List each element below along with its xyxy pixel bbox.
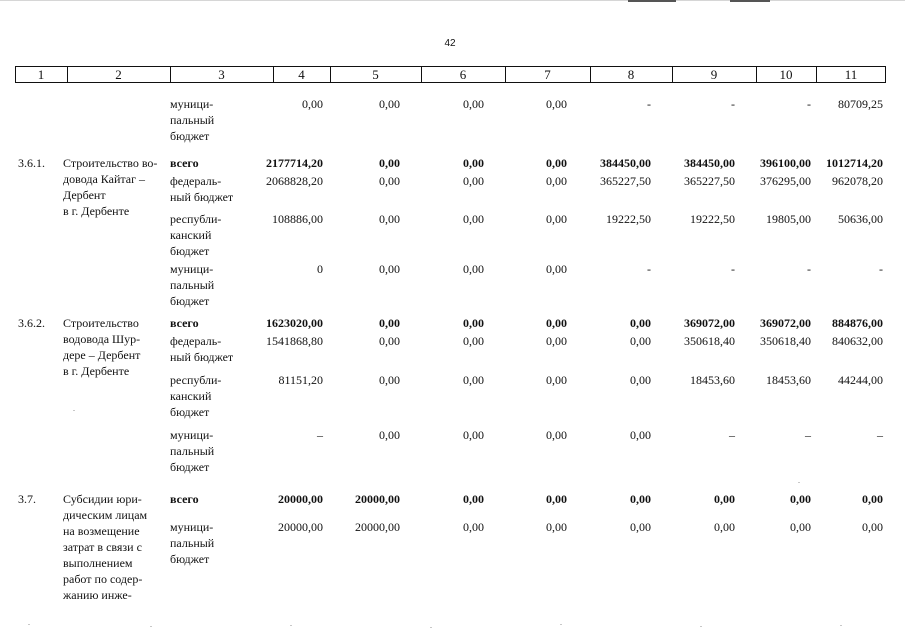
value-cell-col-5: 0,00 [379,174,400,188]
value-cell-col-5: 0,00 [379,334,400,348]
value-cell-col-11: 840632,00 [832,334,883,348]
value-cell-col-6: 0,00 [463,492,484,506]
value-cell-col-8: - [647,97,651,111]
value-cell-col-9: 18453,60 [690,373,735,387]
budget-source: муници- пальный бюджет [170,428,215,474]
item-name: Субсидии юри- дическим лицам на возмещение затрат в связи с выполнением работ по содер- жанию инже- [63,492,148,602]
value-cell-col-10: 18453,60 [766,373,811,387]
budget-source: федераль- ный бюджет [170,174,234,204]
header-column-6: 6 [459,67,467,82]
value-cell-col-4: 81151,20 [278,373,323,387]
header-column-7: 7 [544,67,551,82]
value-cell-col-7: 0,00 [546,262,567,276]
value-cell-col-5: 0,00 [379,262,400,276]
header-column-10: 10 [779,67,793,82]
value-cell-col-10: 0,00 [790,492,811,506]
value-cell-col-9: 365227,50 [684,174,735,188]
value-cell-col-8: 0,00 [630,492,651,506]
value-cell-col-7: 0,00 [546,156,567,170]
header-column-9: 9 [710,67,718,82]
value-cell-col-11: 0,00 [862,520,883,534]
value-cell-col-11: 0,00 [862,492,883,506]
value-cell-col-8: 0,00 [630,520,651,534]
header-column-1: 1 [37,67,45,82]
value-cell-col-9: - [731,97,735,111]
budget-source: муници- пальный бюджет [170,262,215,308]
budget-source: всего [170,492,199,506]
value-cell-col-8: 0,00 [630,428,651,442]
value-cell-col-6: 0,00 [463,212,484,226]
value-cell-col-10: 350618,40 [760,334,811,348]
value-cell-col-6: 0,00 [463,316,484,330]
item-name: Строительство водовода Шур- дере – Дербент в г. Дербенте [63,316,141,378]
value-cell-col-9: 369072,00 [684,316,735,330]
value-cell-col-11: 44244,00 [838,373,883,387]
budget-source: всего [170,316,199,330]
value-cell-col-6: 0,00 [463,373,484,387]
value-cell-col-4: 0,00 [302,97,323,111]
value-cell-col-8: 365227,50 [600,174,651,188]
header-column-5: 5 [372,67,379,82]
value-cell-col-8: 0,00 [630,334,651,348]
item-name: Строительство во- довода Кайтаг – Дербент в г. Дербенте [63,156,158,218]
value-cell-col-11: 80709,25 [838,97,883,111]
value-cell-col-10: 0,00 [790,520,811,534]
value-cell-col-5: 0,00 [379,156,400,170]
budget-source: муници- пальный бюджет [170,97,215,143]
value-cell-col-9: 384450,00 [684,156,735,170]
scan-speck [560,624,562,625]
value-cell-col-11: 50636,00 [838,212,883,226]
value-cell-col-9: 0,00 [714,492,735,506]
value-cell-col-11: – [877,428,883,442]
row-number: 3.7. [18,492,36,506]
value-cell-col-7: 0,00 [546,316,567,330]
scan-speck [28,624,30,625]
value-cell-col-6: 0,00 [463,428,484,442]
value-cell-col-10: 19805,00 [766,212,811,226]
scan-speck [700,626,702,627]
value-cell-col-10: 376295,00 [760,174,811,188]
value-cell-col-9: – [729,428,735,442]
value-cell-col-4: 20000,00 [278,492,323,506]
budget-source: республи- канский бюджет [170,373,222,419]
value-cell-col-6: 0,00 [463,97,484,111]
scan-speck [840,625,842,626]
value-cell-col-6: 0,00 [463,174,484,188]
value-cell-col-4: 108886,00 [272,212,323,226]
value-cell-col-4: 2177714,20 [266,156,323,170]
value-cell-col-5: 0,00 [379,373,400,387]
value-cell-col-4: 20000,00 [278,520,323,534]
scan-speck [798,482,800,483]
value-cell-col-9: 350618,40 [684,334,735,348]
value-cell-col-4: 1623020,00 [266,316,323,330]
value-cell-col-8: 0,00 [630,373,651,387]
value-cell-col-10: - [807,262,811,276]
value-cell-col-11: 962078,20 [832,174,883,188]
value-cell-col-8: - [647,262,651,276]
header-column-3: 3 [218,67,225,82]
value-cell-col-9: 19222,50 [690,212,735,226]
value-cell-col-10: – [805,428,811,442]
value-cell-col-9: 0,00 [714,520,735,534]
top-edge-mark [628,0,676,2]
value-cell-col-5: 0,00 [379,97,400,111]
value-cell-col-7: 0,00 [546,174,567,188]
value-cell-col-4: – [317,428,323,442]
value-cell-col-5: 0,00 [379,316,400,330]
page-number: 42 [444,38,456,49]
value-cell-col-6: 0,00 [463,334,484,348]
value-cell-col-7: 0,00 [546,520,567,534]
scan-speck [430,627,432,628]
value-cell-col-6: 0,00 [463,156,484,170]
value-cell-col-8: 0,00 [630,316,651,330]
value-cell-col-6: 0,00 [463,262,484,276]
value-cell-col-10: 396100,00 [760,156,811,170]
value-cell-col-5: 0,00 [379,428,400,442]
budget-source: всего [170,156,199,170]
value-cell-col-7: 0,00 [546,373,567,387]
row-number: 3.6.1. [18,156,45,170]
value-cell-col-8: 19222,50 [606,212,651,226]
value-cell-col-7: 0,00 [546,428,567,442]
value-cell-col-7: 0,00 [546,97,567,111]
value-cell-col-7: 0,00 [546,334,567,348]
header-column-4: 4 [298,67,305,82]
header-column-8: 8 [627,67,635,82]
scan-speck [73,410,75,411]
value-cell-col-4: 1541868,80 [266,334,323,348]
table-header-row [15,66,886,83]
header-column-11: 11 [844,67,858,82]
value-cell-col-4: 0 [317,262,323,276]
top-edge-mark [730,0,770,2]
value-cell-col-5: 20000,00 [355,520,400,534]
scan-speck [290,625,292,626]
value-cell-col-11: 1012714,20 [826,156,883,170]
value-cell-col-11: 884876,00 [832,316,883,330]
value-cell-col-8: 384450,00 [600,156,651,170]
value-cell-col-5: 0,00 [379,212,400,226]
budget-source: республи- канский бюджет [170,212,222,258]
budget-source: муници- пальный бюджет [170,520,215,566]
value-cell-col-11: - [879,262,883,276]
value-cell-col-7: 0,00 [546,212,567,226]
scan-speck [150,626,152,627]
row-number: 3.6.2. [18,316,45,330]
value-cell-col-9: - [731,262,735,276]
value-cell-col-10: 369072,00 [760,316,811,330]
budget-source: федераль- ный бюджет [170,334,234,364]
header-column-2: 2 [115,67,122,82]
value-cell-col-4: 2068828,20 [266,174,323,188]
value-cell-col-5: 20000,00 [355,492,400,506]
value-cell-col-7: 0,00 [546,492,567,506]
value-cell-col-6: 0,00 [463,520,484,534]
value-cell-col-10: - [807,97,811,111]
